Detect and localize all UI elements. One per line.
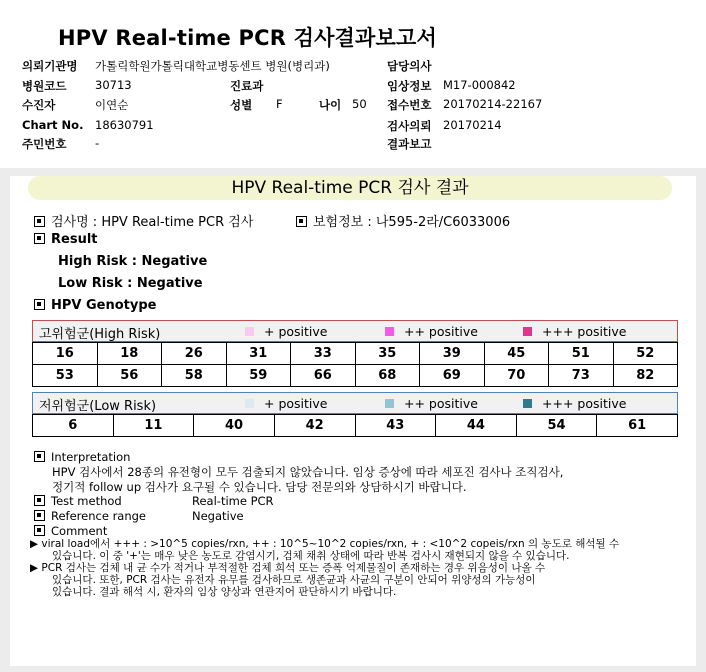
- legend-item: [245, 324, 327, 339]
- legend-label: + positive: [264, 324, 328, 339]
- reference-range-value: Negative: [192, 509, 244, 523]
- request-date-label: 검사의뢰: [387, 119, 432, 133]
- high-risk-table: [32, 342, 678, 387]
- checkbox-square-icon: [34, 299, 45, 310]
- genotype-cell: 44: [436, 415, 517, 437]
- doctor-label: 담당의사: [387, 59, 432, 73]
- results-subtitle-bar: [28, 176, 672, 200]
- genotype-heading: [34, 298, 156, 313]
- clinical-value: M17-000842: [443, 78, 516, 92]
- result-heading-text: Result: [51, 232, 98, 247]
- interpretation-text-2: 정기적 follow up 검사가 요구될 수 있습니다. 담당 전문의와 상담하시기 바랍니다.: [52, 480, 467, 494]
- results-panel: [10, 176, 696, 666]
- checkbox-square-icon: [34, 233, 45, 244]
- clinical-label: 임상정보: [387, 79, 432, 93]
- comment-2-line-1: ▶ PCR 검사는 검체 내 균 수가 적거나 부적절한 검체 희석 또는 증폭 억제물질이 존재하는 경우 위음성이 나올 수: [30, 562, 546, 574]
- high_risk_group-row: [33, 343, 678, 365]
- interpretation-heading-text: Interpretation: [51, 450, 131, 464]
- test-method-value: Real-time PCR: [192, 494, 274, 508]
- interpretation-box: [30, 446, 684, 666]
- legend-item: [385, 396, 478, 411]
- reception-value: 20170214-22167: [443, 97, 543, 111]
- genotype-heading-text: HPV Genotype: [51, 298, 157, 313]
- hospital-code-label: 병원코드: [22, 79, 67, 93]
- high_risk_group-row: [33, 365, 678, 387]
- genotype-cell: 61: [597, 415, 678, 437]
- comment-heading-text: Comment: [51, 524, 108, 538]
- comment-2-line-2: 있습니다. 또한, PCR 검사는 유전자 유무를 검사하므로 생존균과 사균의 구분이 안되어 위양성의 가능성이: [52, 574, 536, 586]
- genotype-cell: 45: [484, 343, 549, 365]
- result-heading: [34, 232, 98, 247]
- genotype-cell: 69: [420, 365, 485, 387]
- legend-label: + positive: [264, 396, 328, 411]
- genotype-cell: 51: [549, 343, 614, 365]
- id-value: -: [95, 136, 100, 150]
- interpretation-heading: [34, 450, 130, 464]
- report-header: [0, 0, 706, 168]
- high-risk-header: [32, 320, 678, 342]
- legend-label: +++ positive: [542, 396, 627, 411]
- genotype-cell: 11: [113, 415, 194, 437]
- genotype-cell: 35: [355, 343, 420, 365]
- insurance-text: 보험정보 : 나595-2라/C6033006: [313, 215, 511, 230]
- test-method: [34, 494, 122, 508]
- checkbox-square-icon: [34, 216, 45, 227]
- genotype-cell: 59: [226, 365, 291, 387]
- genotype-cell: 43: [355, 415, 436, 437]
- checkbox-square-icon: [34, 451, 45, 462]
- genotype-cell: 6: [33, 415, 114, 437]
- comment-1-line-2: 있습니다. 이 중 '+'는 매우 낮은 농도로 감염시기, 검체 채취 상태에 따라 반복 검사시 재현되지 않을 수 있습니다.: [52, 550, 570, 562]
- legend-label: +++ positive: [542, 324, 627, 339]
- requester-label: 의뢰기관명: [22, 59, 78, 73]
- low_risk_group-row: [33, 415, 678, 437]
- checkbox-square-icon: [34, 510, 45, 521]
- comment-1-line-1: ▶ viral load에서 +++ : >10^5 copies/rxn, ++ : 10^5~10^2 copies/rxn, + : <10^2 copeis/rxn 의 농도로 해석될 수: [30, 538, 620, 550]
- checkbox-square-icon: [34, 495, 45, 506]
- low-risk-table: [32, 414, 678, 437]
- patient-label: 수진자: [22, 98, 56, 112]
- high-risk-result: High Risk : Negative: [58, 254, 208, 269]
- legend-label: ++ positive: [404, 324, 478, 339]
- patient-value: 이연순: [95, 98, 129, 112]
- genotype-cell: 39: [420, 343, 485, 365]
- legend-item: [523, 396, 626, 411]
- interpretation-text-1: HPV 검사에서 28종의 유전형이 모두 검출되지 않았습니다. 임상 증상에 따라 세포진 검사나 조직검사,: [52, 465, 564, 479]
- department-label: 진료과: [230, 79, 264, 93]
- insurance-info: [296, 211, 510, 230]
- genotype-cell: 54: [516, 415, 597, 437]
- low-risk-group-label: 저위험군(Low Risk): [39, 399, 157, 414]
- id-label: 주민번호: [22, 137, 67, 151]
- result-report-label: 결과보고: [387, 137, 432, 151]
- legend-item: [245, 396, 327, 411]
- legend-swatch: [385, 399, 394, 408]
- genotype-cell: 70: [484, 365, 549, 387]
- report-title: HPV Real-time PCR 검사결과보고서: [58, 26, 437, 50]
- genotype-cell: 31: [226, 343, 291, 365]
- sex-value: F: [276, 97, 283, 111]
- results-subtitle: HPV Real-time PCR 검사 결과: [231, 178, 469, 198]
- genotype-cell: 52: [613, 343, 678, 365]
- genotype-cell: 68: [355, 365, 420, 387]
- requester-value: 가톨릭학원가톨릭대학교병동센트 병원(병리과): [95, 59, 330, 73]
- age-value: 50: [352, 97, 367, 111]
- legend-swatch: [385, 327, 394, 336]
- reception-label: 접수번호: [387, 98, 432, 112]
- genotype-cell: 26: [162, 343, 227, 365]
- chart-no-value: 18630791: [95, 118, 154, 132]
- genotype-cell: 66: [291, 365, 356, 387]
- sex-label: 성별: [230, 98, 253, 112]
- genotype-cell: 58: [162, 365, 227, 387]
- legend-label: ++ positive: [404, 396, 478, 411]
- genotype-cell: 53: [33, 365, 98, 387]
- comment-heading: [34, 524, 107, 538]
- request-date-value: 20170214: [443, 118, 502, 132]
- low-risk-header: [32, 392, 678, 414]
- legend-swatch: [245, 399, 254, 408]
- reference-range: [34, 509, 146, 523]
- test-name-text: 검사명 : HPV Real-time PCR 검사: [51, 215, 254, 230]
- genotype-cell: 82: [613, 365, 678, 387]
- genotype-cell: 18: [97, 343, 162, 365]
- legend-swatch: [245, 327, 254, 336]
- genotype-cell: 56: [97, 365, 162, 387]
- genotype-cell: 33: [291, 343, 356, 365]
- legend-item: [385, 324, 478, 339]
- high-risk-group-label: 고위험군(High Risk): [39, 327, 161, 342]
- checkbox-square-icon: [34, 525, 45, 536]
- legend-item: [523, 324, 626, 339]
- test-name: [34, 211, 253, 230]
- test-method-label: Test method: [51, 494, 122, 508]
- hospital-code-value: 30713: [95, 78, 132, 92]
- genotype-cell: 42: [274, 415, 355, 437]
- chart-no-label: Chart No.: [22, 118, 84, 132]
- checkbox-square-icon: [296, 216, 307, 227]
- low-risk-result: Low Risk : Negative: [58, 276, 203, 291]
- genotype-cell: 40: [194, 415, 275, 437]
- genotype-cell: 73: [549, 365, 614, 387]
- genotype-cell: 16: [33, 343, 98, 365]
- legend-swatch: [523, 399, 532, 408]
- age-label: 나이: [319, 98, 342, 112]
- comment-2-line-3: 있습니다. 결과 해석 시, 환자의 임상 양상과 연관지어 판단하시기 바랍니다.: [52, 586, 397, 598]
- legend-swatch: [523, 327, 532, 336]
- reference-range-label: Reference range: [51, 509, 147, 523]
